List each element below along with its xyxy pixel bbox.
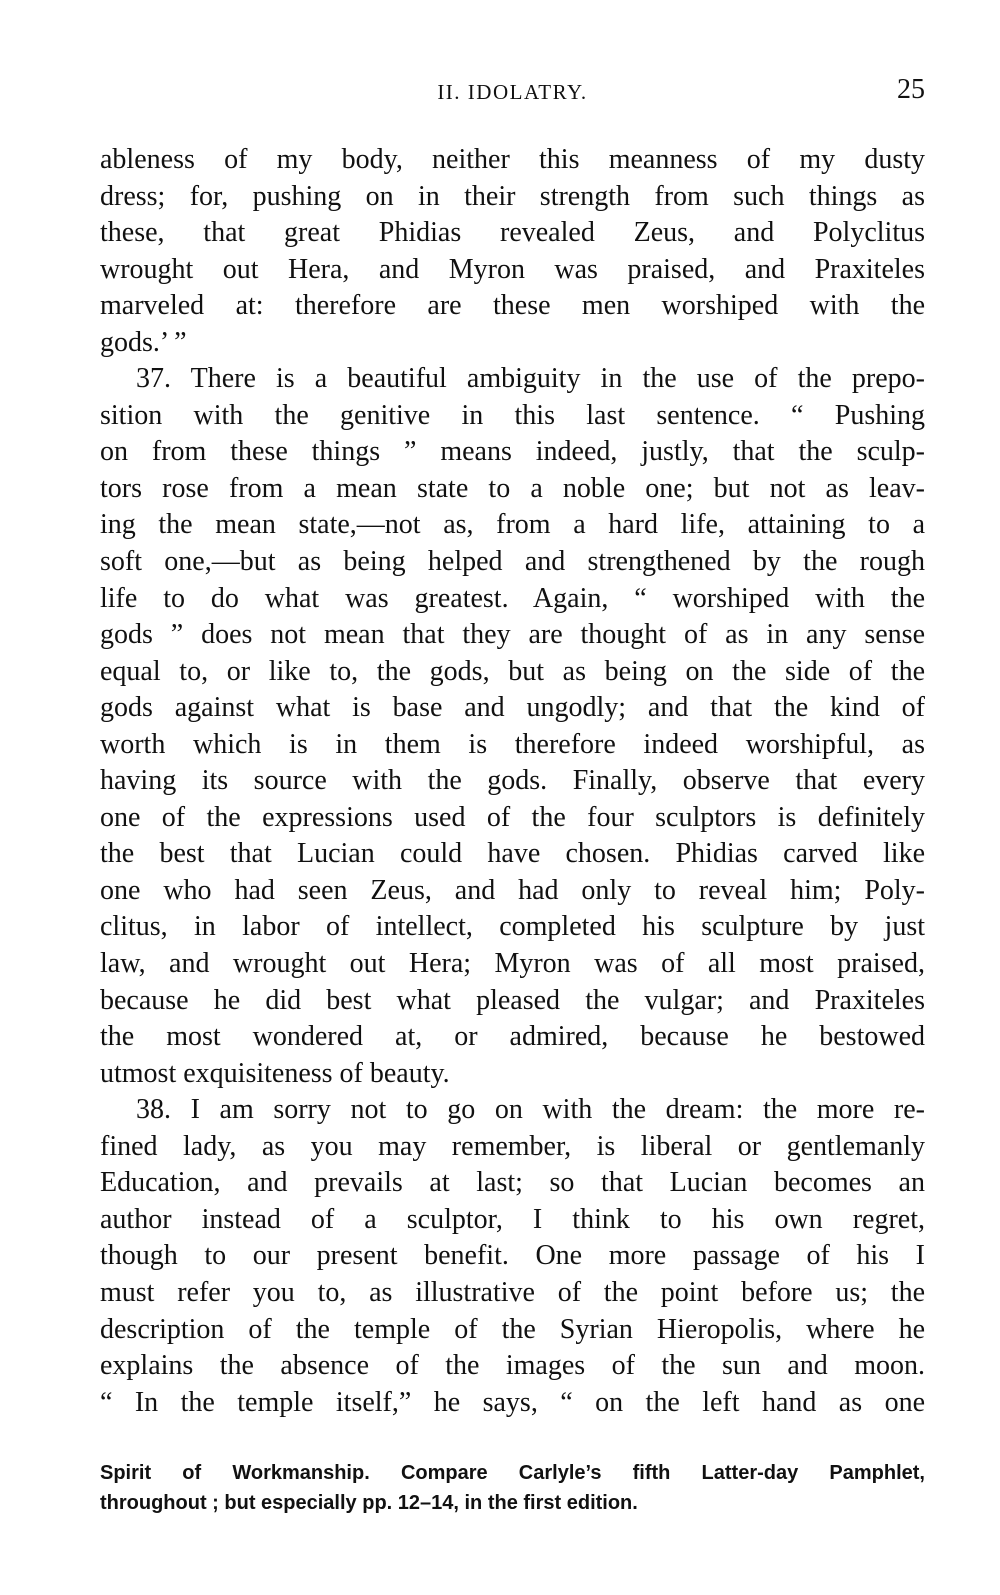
footnote-line: throughout ; but especially pp. 12–14, in the first edition. <box>100 1492 638 1514</box>
text-line: the best that Lucian could have chosen. Phidias carved like <box>100 838 925 870</box>
text-line: because he did best what pleased the vulgar; and Praxiteles <box>100 984 925 1016</box>
text-line: though to our present benefit. One more passage of his I <box>100 1240 925 1272</box>
text-line: gods.’ ” <box>100 326 187 358</box>
text-line: law, and wrought out Hera; Myron was of all most praised, <box>100 948 925 980</box>
paragraph-37-start: 37. There is a beautiful ambiguity in the use of the prepo- <box>136 363 925 395</box>
paragraph-38-start: 38. I am sorry not to go on with the dream: the more re- <box>136 1094 925 1126</box>
text-line: “ In the temple itself,” he says, “ on the left hand as one <box>100 1386 925 1418</box>
text-line: tors rose from a mean state to a noble one; but not as leav- <box>100 472 925 504</box>
text-line: one who had seen Zeus, and had only to reveal him; Poly- <box>100 874 925 906</box>
text-line: on from these things ” means indeed, justly, that the sculp- <box>100 436 925 468</box>
text-line: worth which is in them is therefore indeed worshipful, as <box>100 728 925 760</box>
text-line: gods against what is base and ungodly; and that the kind of <box>100 692 925 724</box>
text-line: clitus, in labor of intellect, completed his sculpture by just <box>100 911 925 943</box>
text-line: wrought out Hera, and Myron was praised, and Praxiteles <box>100 253 925 285</box>
text-line: sition with the genitive in this last sentence. “ Pushing <box>100 399 925 431</box>
text-line: Education, and prevails at last; so that Lucian becomes an <box>100 1167 925 1199</box>
running-head <box>100 74 925 108</box>
body-text <box>100 142 925 1421</box>
text-line: one of the expressions used of the four sculptors is definitely <box>100 801 925 833</box>
running-title: II. IDOLATRY. <box>437 80 588 104</box>
text-line: ableness of my body, neither this meanness of my dusty <box>100 144 925 175</box>
text-line: description of the temple of the Syrian Hieropolis, where he <box>100 1313 925 1345</box>
text-line: these, that great Phidias revealed Zeus, and Polyclitus <box>100 217 925 249</box>
text-line: soft one,—but as being helped and strengthened by the rough <box>100 546 925 578</box>
text-line: ing the mean state,—not as, from a hard life, attaining to a <box>100 509 925 541</box>
text-line: explains the absence of the images of the sun and moon. <box>100 1350 925 1382</box>
text-line: the most wondered at, or admired, because he bestowed <box>100 1021 925 1053</box>
text-line: gods ” does not mean that they are thought of as in any sense <box>100 619 925 651</box>
text-line: fined lady, as you may remember, is liberal or gentlemanly <box>100 1130 925 1162</box>
page-number: 25 <box>897 74 925 105</box>
text-line: author instead of a sculptor, I think to his own regret, <box>100 1203 925 1235</box>
text-line: dress; for, pushing on in their strength from such things as <box>100 180 925 212</box>
text-line: marveled at: therefore are these men worshiped with the <box>100 290 925 322</box>
text-line: utmost exquisiteness of beauty. <box>100 1057 450 1089</box>
text-line: life to do what was greatest. Again, “ worshiped with the <box>100 582 925 614</box>
text-line: equal to, or like to, the gods, but as being on the side of the <box>100 655 925 687</box>
text-line: must refer you to, as illustrative of the point before us; the <box>100 1276 925 1308</box>
footnote-line: Spirit of Workmanship. Compare Carlyle’s fifth Latter-day Pamphlet, <box>100 1462 925 1484</box>
text-line: having its source with the gods. Finally, observe that every <box>100 765 925 797</box>
footnote <box>100 1458 925 1518</box>
